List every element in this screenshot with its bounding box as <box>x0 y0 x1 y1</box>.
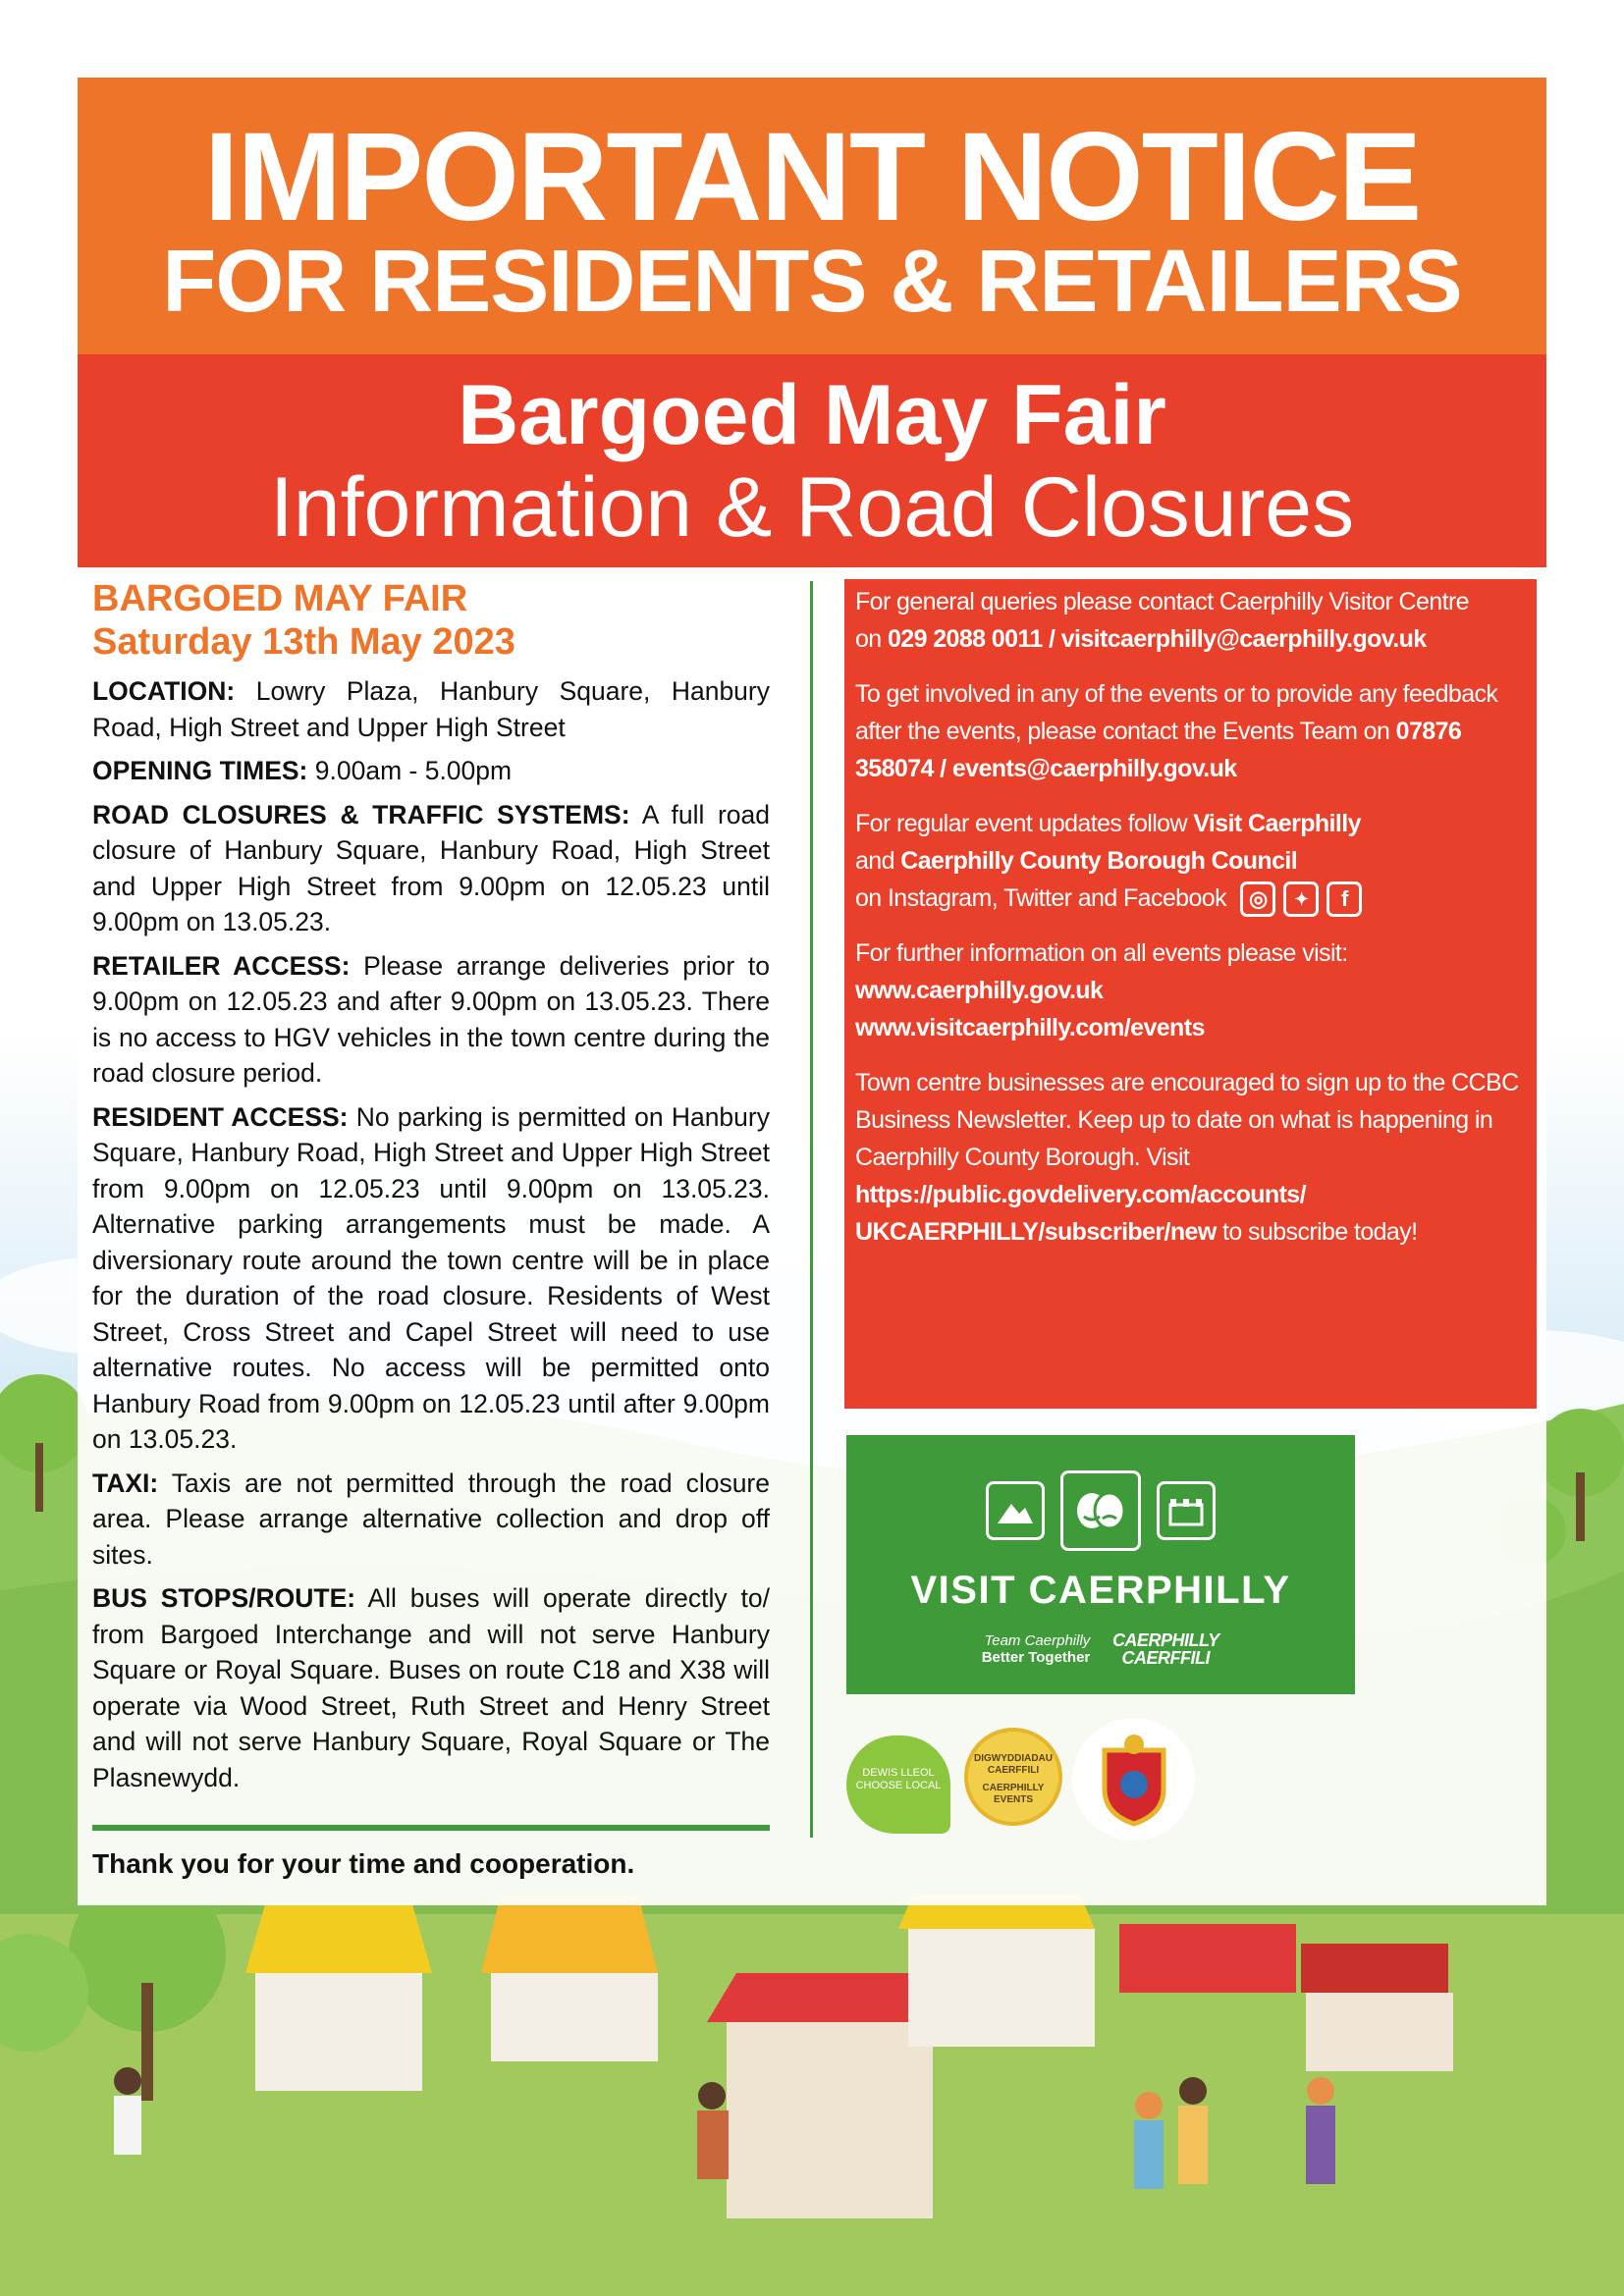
council-crest-icon <box>1072 1718 1195 1841</box>
column-divider <box>810 581 813 1838</box>
castle-icon <box>1157 1481 1216 1540</box>
facebook-icon[interactable]: f <box>1326 881 1362 917</box>
section-retailer-access <box>92 948 770 1092</box>
section-text: A full road closure of Hanbury Square, Hanbury Road, High Street and Upper High Street from 9.00pm on 12.05.23 until 9.00pm on 13.05.23. <box>92 799 771 936</box>
theatre-masks-icon <box>1060 1470 1141 1551</box>
events-team-phone[interactable]: 07876 358074 / <box>855 718 1462 782</box>
section-label: ROAD CLOSURES & TRAFFIC SYSTEMS: <box>92 799 630 829</box>
team-caerphilly-tagline: Team Caerphilly Better Together <box>981 1632 1091 1666</box>
header-banner <box>78 78 1546 354</box>
twitter-icon[interactable]: ✦ <box>1283 881 1319 917</box>
section-bus <box>92 1580 770 1795</box>
visitor-centre-email[interactable]: visitcaerphilly@caerphilly.gov.uk <box>1060 625 1427 653</box>
section-label: OPENING TIMES: <box>92 756 308 785</box>
section-text: Lowry Plaza, Hanbury Square, Hanbury Road, High Street and Upper High Street <box>92 676 770 742</box>
section-label: BUS STOPS/ROUTE: <box>92 1583 356 1613</box>
header-subtitle: FOR RESIDENTS & RETAILERS <box>162 233 1462 331</box>
section-text: All buses will operate directly to/ from Bargoed Interchange and will not serve Hanbury Square or Royal Square. Buses on route C18 and X38 will operate via Wood Street, Ruth Street and Henry Street and will not serve Hanbury Square, Royal Square or The Plasnewydd. <box>92 1583 770 1792</box>
event-title: BARGOED MAY FAIR <box>92 578 468 619</box>
event-name-heading: Bargoed May Fair <box>458 368 1166 462</box>
section-opening-times <box>92 753 770 789</box>
instagram-icon[interactable]: ◎ <box>1240 881 1275 917</box>
council-website-link[interactable]: www.caerphilly.gov.uk <box>855 977 1104 1005</box>
caerphilly-brand-logo: CAERPHILLY CAERFFILI <box>1111 1630 1219 1668</box>
events-website-link[interactable]: www.visitcaerphilly.com/events <box>855 1014 1205 1042</box>
events-team-contact: To get involved in any of the events or to provide any feedback after the events, please contact the Events Team on 07876 358074 / events@caerphilly.gov.uk <box>855 680 1498 782</box>
choose-local-badge: DEWIS LLEOL CHOOSE LOCAL <box>846 1735 950 1834</box>
contact-info-panel <box>844 579 1537 1409</box>
visit-caerphilly-title: VISIT CAERPHILLY <box>910 1569 1291 1612</box>
section-resident-access <box>92 1099 770 1458</box>
section-text: No parking is permitted on Hanbury Square, Hanbury Road, High Street and Upper High Street from 9.00pm on 12.05.23 until 9.00pm on 13.05.23. Alternative parking arrangements must be made. A diversionary route around the town centre will be in place for the duration of the road closure. Residents of West Street, Cross Street and Capel Street will need to use alternative routes. No access will be permitted onto Hanbury Road from 9.00pm on 12.05.23 until after 9.00pm on 13.05.23. <box>92 1101 770 1454</box>
info-heading: Information & Road Closures <box>269 460 1355 555</box>
mountain-bike-icon <box>986 1481 1045 1540</box>
details-column <box>92 577 770 1803</box>
section-text: Please arrange deliveries prior to 9.00pm on 12.05.23 and after 9.00pm on 13.05.23. There is no access to HGV vehicles in the town centre during the road closure period. <box>92 950 770 1088</box>
section-label: RESIDENT ACCESS: <box>92 1101 349 1132</box>
section-divider <box>92 1825 770 1831</box>
social-icons <box>1240 881 1362 917</box>
section-taxi <box>92 1466 770 1574</box>
caerphilly-events-badge: DIGWYDDIADAU CAERFFILI CAERPHILLY EVENTS <box>964 1728 1062 1826</box>
thank-you-message: Thank you for your time and cooperation. <box>92 1848 635 1879</box>
general-queries: For general queries please contact Caerphilly Visitor Centre on 029 2088 0011 / visitcaerphilly@caerphilly.gov.uk <box>855 588 1469 653</box>
visit-caerphilly-logo <box>846 1435 1355 1694</box>
header-title: IMPORTANT NOTICE <box>203 107 1421 247</box>
events-team-email[interactable]: events@caerphilly.gov.uk <box>951 755 1237 782</box>
subheader-banner <box>78 354 1546 567</box>
section-text: 9.00am - 5.00pm <box>314 756 513 785</box>
section-text: Taxis are not permitted through the road closure area. Please arrange alternative collection and drop off sites. <box>92 1468 770 1570</box>
newsletter-info: Town centre businesses are encouraged to sign up to the CCBC Business Newsletter. Keep up to date on what is happening in Caerphilly County Borough. Visit https://public.govdelivery.com/accounts/ UKCAERPHILLY/subscriber/new to subscribe today! <box>855 1069 1519 1247</box>
social-follow: For regular event updates follow Visit Caerphilly and Caerphilly County Borough Council on Instagram, Twitter and Facebook ◎ ✦ f <box>855 805 1531 917</box>
visitor-centre-phone[interactable]: 029 2088 0011 <box>887 625 1043 653</box>
section-label: RETAILER ACCESS: <box>92 950 351 981</box>
section-label: LOCATION: <box>92 676 236 706</box>
event-date: Saturday 13th May 2023 <box>92 621 515 663</box>
section-location <box>92 673 770 745</box>
section-label: TAXI: <box>92 1468 159 1498</box>
further-info: For further information on all events please visit: www.caerphilly.gov.uk www.visitcaerphilly.com/events <box>855 939 1348 1042</box>
section-road-closures <box>92 797 770 940</box>
newsletter-link[interactable]: https://public.govdelivery.com/accounts/ UKCAERPHILLY/subscriber/new <box>855 1181 1306 1247</box>
